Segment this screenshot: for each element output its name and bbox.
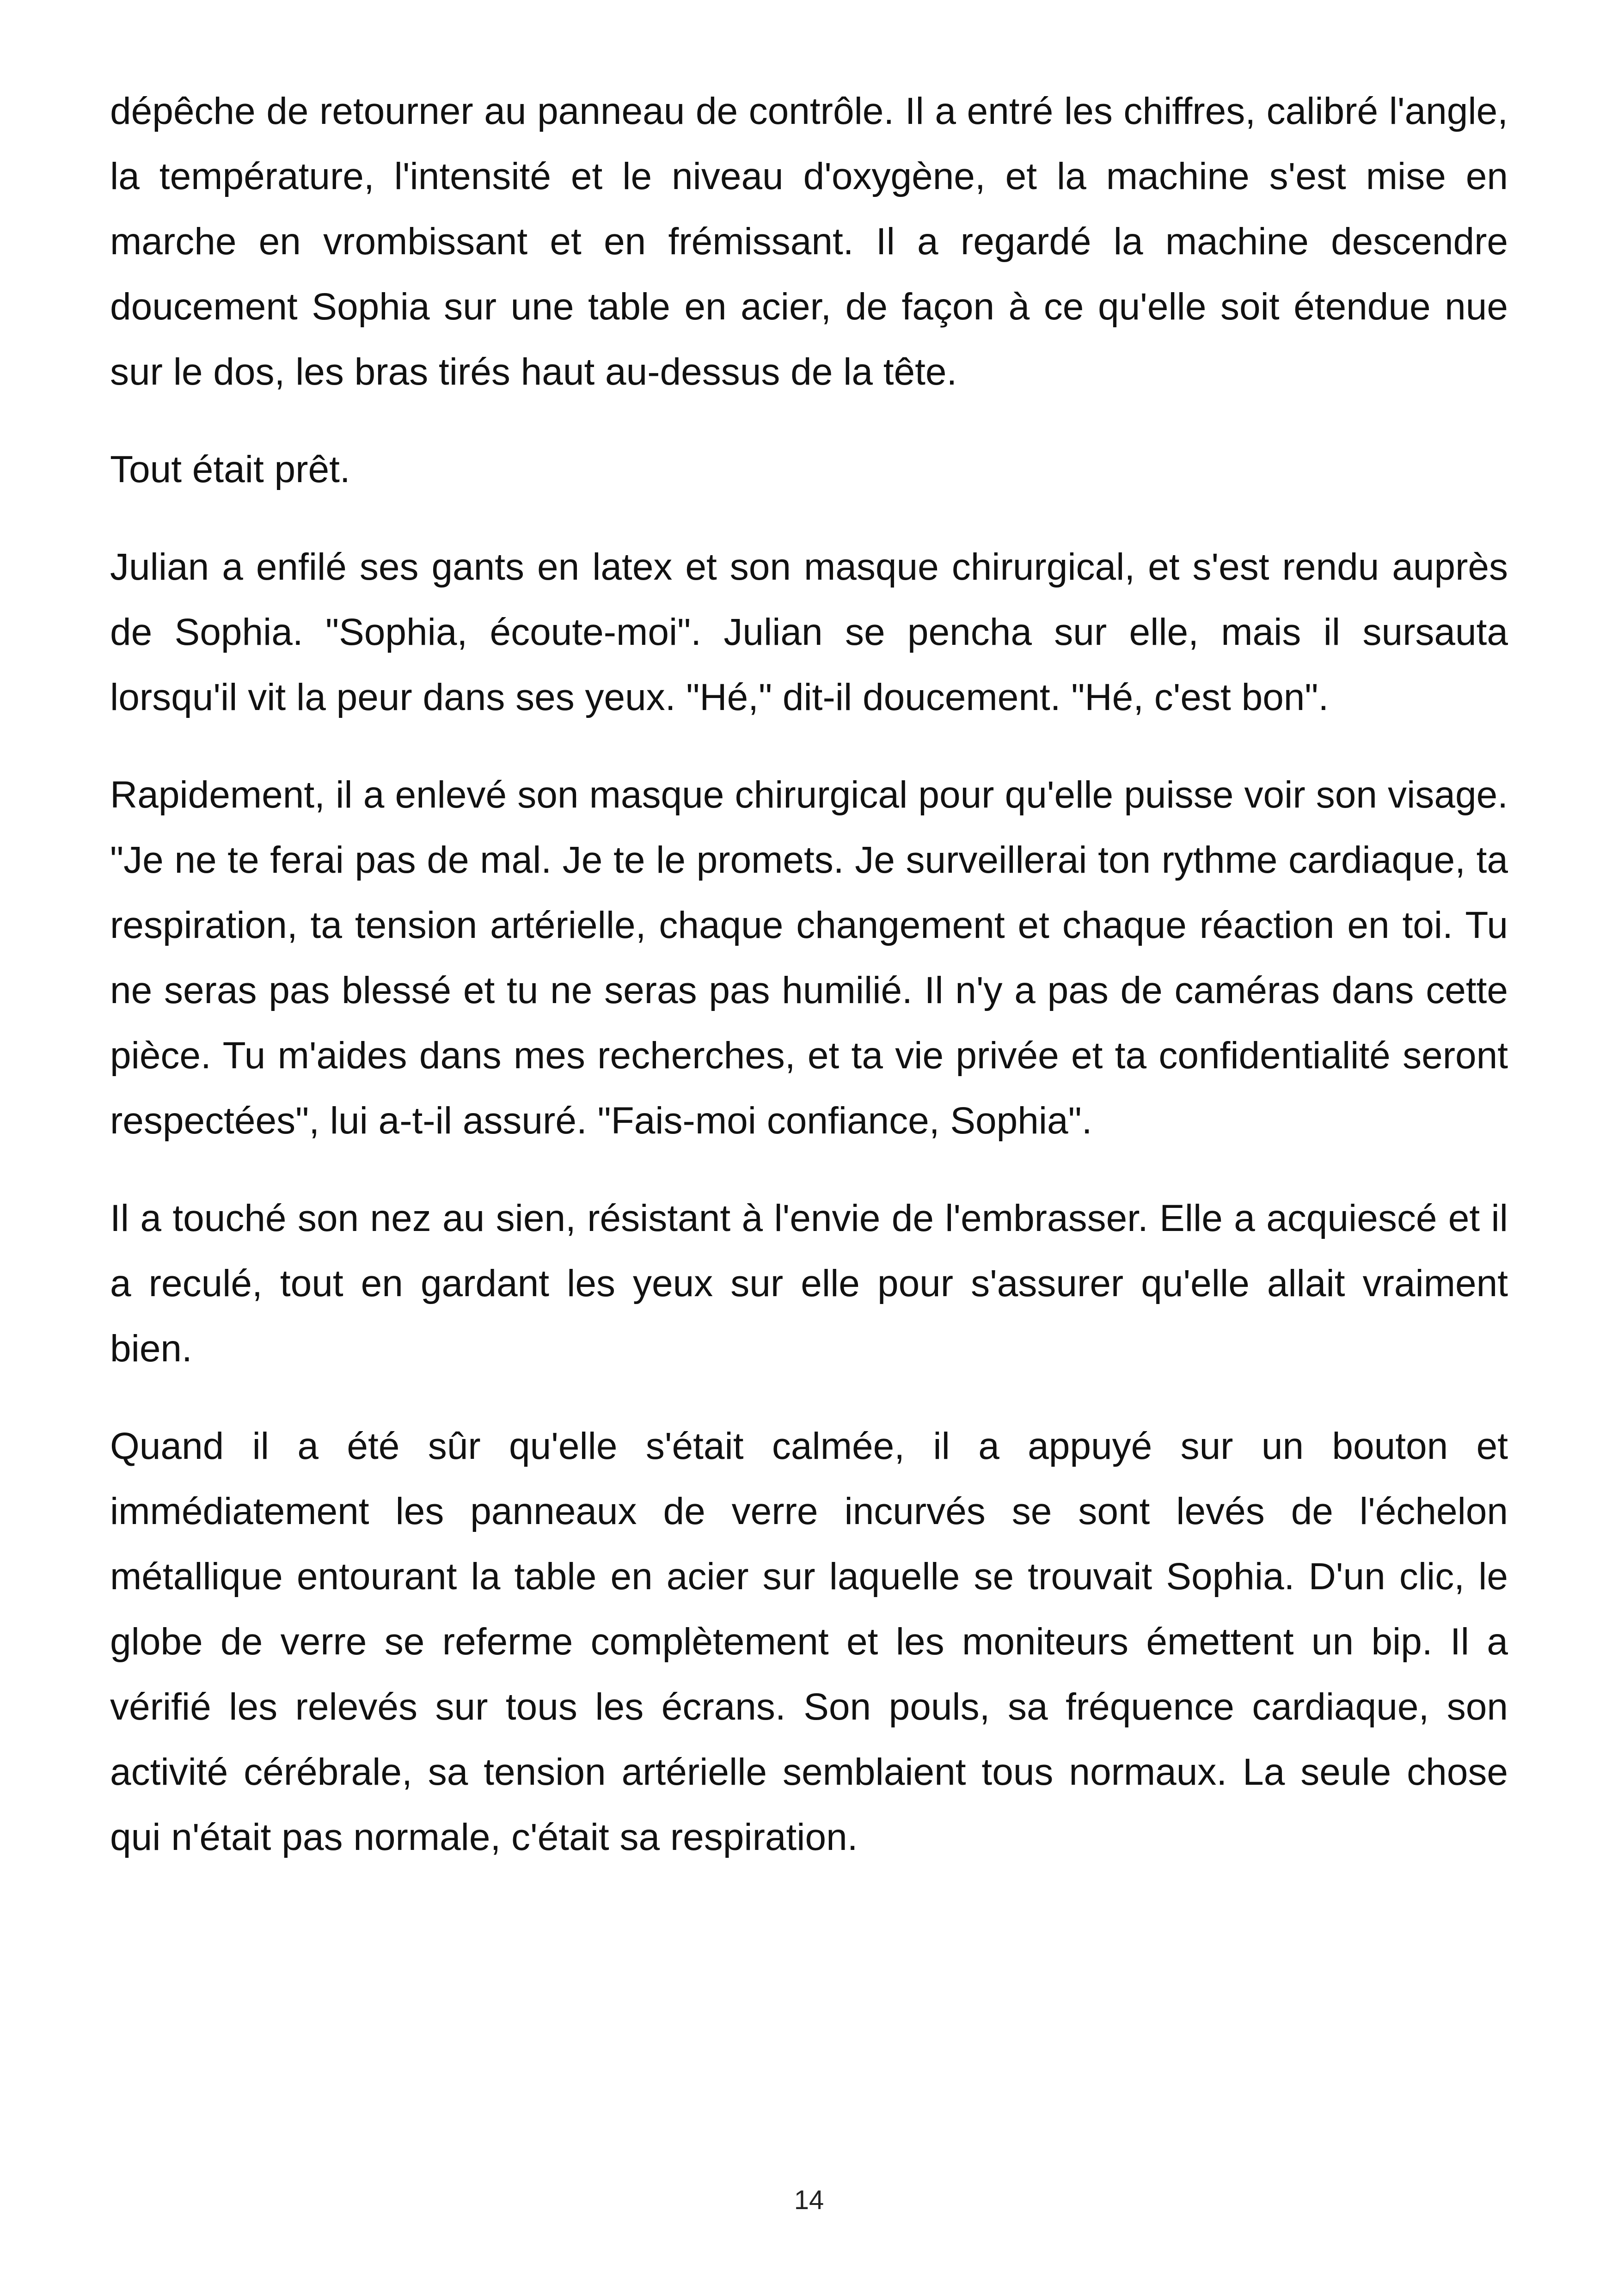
page-text-body	[110, 79, 1508, 1870]
page-number: 14	[794, 2185, 824, 2215]
paragraph: Il a touché son nez au sien, résistant à l'envie de l'embrasser. Elle a acquiescé et il a reculé, tout en gardant les yeux sur elle pour s'assurer qu'elle allait vraiment bien.	[110, 1197, 1508, 1370]
paragraph: dépêche de retourner au panneau de contrôle. Il a entré les chiffres, calibré l'angle, la température, l'intensité et le niveau d'oxygène, et la machine s'est mise en marche en vrombissant et en frémissant. Il a regardé la machine descendre doucement Sophia sur une table en acier, de façon à ce qu'elle soit étendue nue sur le dos, les bras tirés haut au-dessus de la tête.	[110, 90, 1508, 393]
paragraph: Quand il a été sûr qu'elle s'était calmée, il a appuyé sur un bouton et immédiatement les panneaux de verre incurvés se sont levés de l'échelon métallique entourant la table en acier sur laquelle se trouvait Sophia. D'un clic, le globe de verre se referme complètement et les moniteurs émettent un bip. Il a vérifié les relevés sur tous les écrans. Son pouls, sa fréquence cardiaque, son activité cérébrale, sa tension artérielle semblaient tous normaux. La seule chose qui n'était pas normale, c'était sa respiration.	[110, 1425, 1508, 1858]
paragraph: Julian a enfilé ses gants en latex et son masque chirurgical, et s'est rendu auprès de Sophia. "Sophia, écoute-moi". Julian se pencha sur elle, mais il sursauta lorsqu'il vit la peur dans ses yeux. "Hé," dit-il doucement. "Hé, c'est bon".	[110, 546, 1508, 718]
paragraph: Tout était prêt.	[110, 448, 350, 490]
paragraph: Rapidement, il a enlevé son masque chirurgical pour qu'elle puisse voir son visage. "Je ne te ferai pas de mal. Je te le promets. Je surveillerai ton rythme cardiaque, ta respiration, ta tension artérielle, chaque changement et chaque réaction en toi. Tu ne seras pas blessé et tu ne seras pas humilié. Il n'y a pas de caméras dans cette pièce. Tu m'aides dans mes recherches, et ta vie privée et ta confidentialité seront respectées", lui a-t-il assuré. "Fais-moi confiance, Sophia".	[110, 774, 1508, 1142]
